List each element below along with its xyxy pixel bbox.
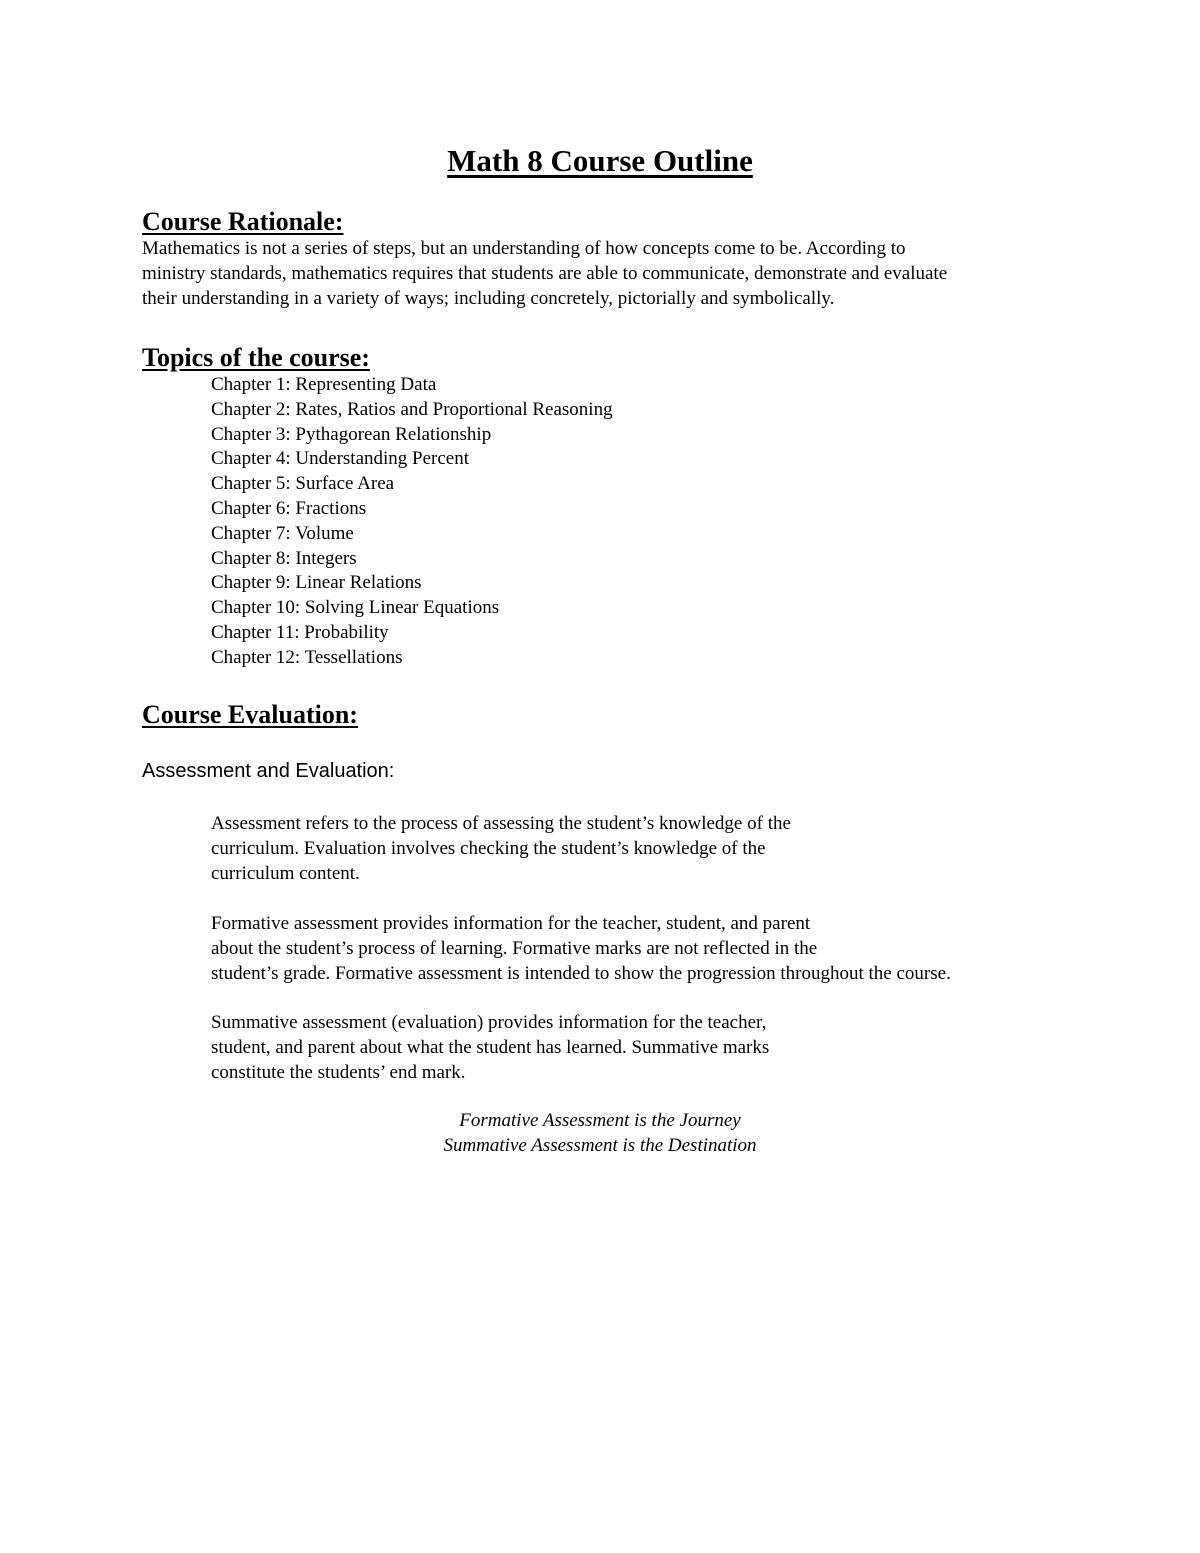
- formative-line: about the student’s process of learning. Formative marks are not reflected in the: [211, 938, 818, 959]
- chapter-item: Chapter 11: Probability: [211, 621, 389, 643]
- evaluation-subheading: Assessment and Evaluation:: [142, 760, 395, 782]
- summative-paragraph: [211, 1010, 769, 1085]
- chapter-item: Chapter 12: Tessellations: [211, 646, 403, 668]
- chapter-item: Chapter 7: Volume: [211, 522, 354, 544]
- summative-line: student, and parent about what the student has learned. Summative marks: [211, 1037, 770, 1058]
- chapter-item: Chapter 1: Representing Data: [211, 374, 437, 395]
- topics-heading: Topics of the course:: [142, 343, 370, 372]
- rationale-line: Mathematics is not a series of steps, but an understanding of how concepts come to be. According to: [142, 238, 906, 259]
- assessment-line: curriculum content.: [211, 863, 360, 884]
- chapter-item: Chapter 4: Understanding Percent: [211, 448, 470, 470]
- summative-line: constitute the students’ end mark.: [211, 1062, 466, 1083]
- chapter-item: Chapter 6: Fractions: [211, 497, 367, 519]
- rationale-line: ministry standards, mathematics requires that students are able to communicate, demonstrate and evaluate: [142, 263, 948, 284]
- rationale-paragraph: [142, 236, 947, 311]
- chapter-list: [211, 373, 613, 671]
- formative-line: Formative assessment provides information for the teacher, student, and parent: [211, 913, 811, 934]
- chapter-item: Chapter 3: Pythagorean Relationship: [211, 423, 492, 445]
- assessment-paragraph: [211, 811, 791, 886]
- assessment-line: Assessment refers to the process of assessing the student’s knowledge of the: [211, 813, 791, 834]
- formative-line: student’s grade. Formative assessment is intended to show the progression throughout the course.: [211, 963, 951, 984]
- assessment-line: curriculum. Evaluation involves checking the student’s knowledge of the: [211, 838, 766, 859]
- evaluation-heading: Course Evaluation:: [142, 700, 358, 729]
- chapter-item: Chapter 2: Rates, Ratios and Proportional Reasoning: [211, 398, 613, 420]
- closing-quote-line: Summative Assessment is the Destination: [443, 1135, 757, 1156]
- closing-quote-line: Formative Assessment is the Journey: [459, 1110, 741, 1131]
- chapter-item: Chapter 8: Integers: [211, 547, 357, 569]
- chapter-item: Chapter 10: Solving Linear Equations: [211, 597, 500, 619]
- chapter-item: Chapter 5: Surface Area: [211, 473, 395, 495]
- chapter-item: Chapter 9: Linear Relations: [211, 572, 422, 594]
- formative-paragraph: [211, 911, 951, 986]
- page-title: Math 8 Course Outline: [447, 143, 753, 178]
- rationale-line: their understanding in a variety of ways; including concretely, pictorially and symbolically.: [142, 288, 835, 309]
- rationale-heading: Course Rationale:: [142, 207, 344, 236]
- summative-line: Summative assessment (evaluation) provides information for the teacher,: [211, 1012, 767, 1033]
